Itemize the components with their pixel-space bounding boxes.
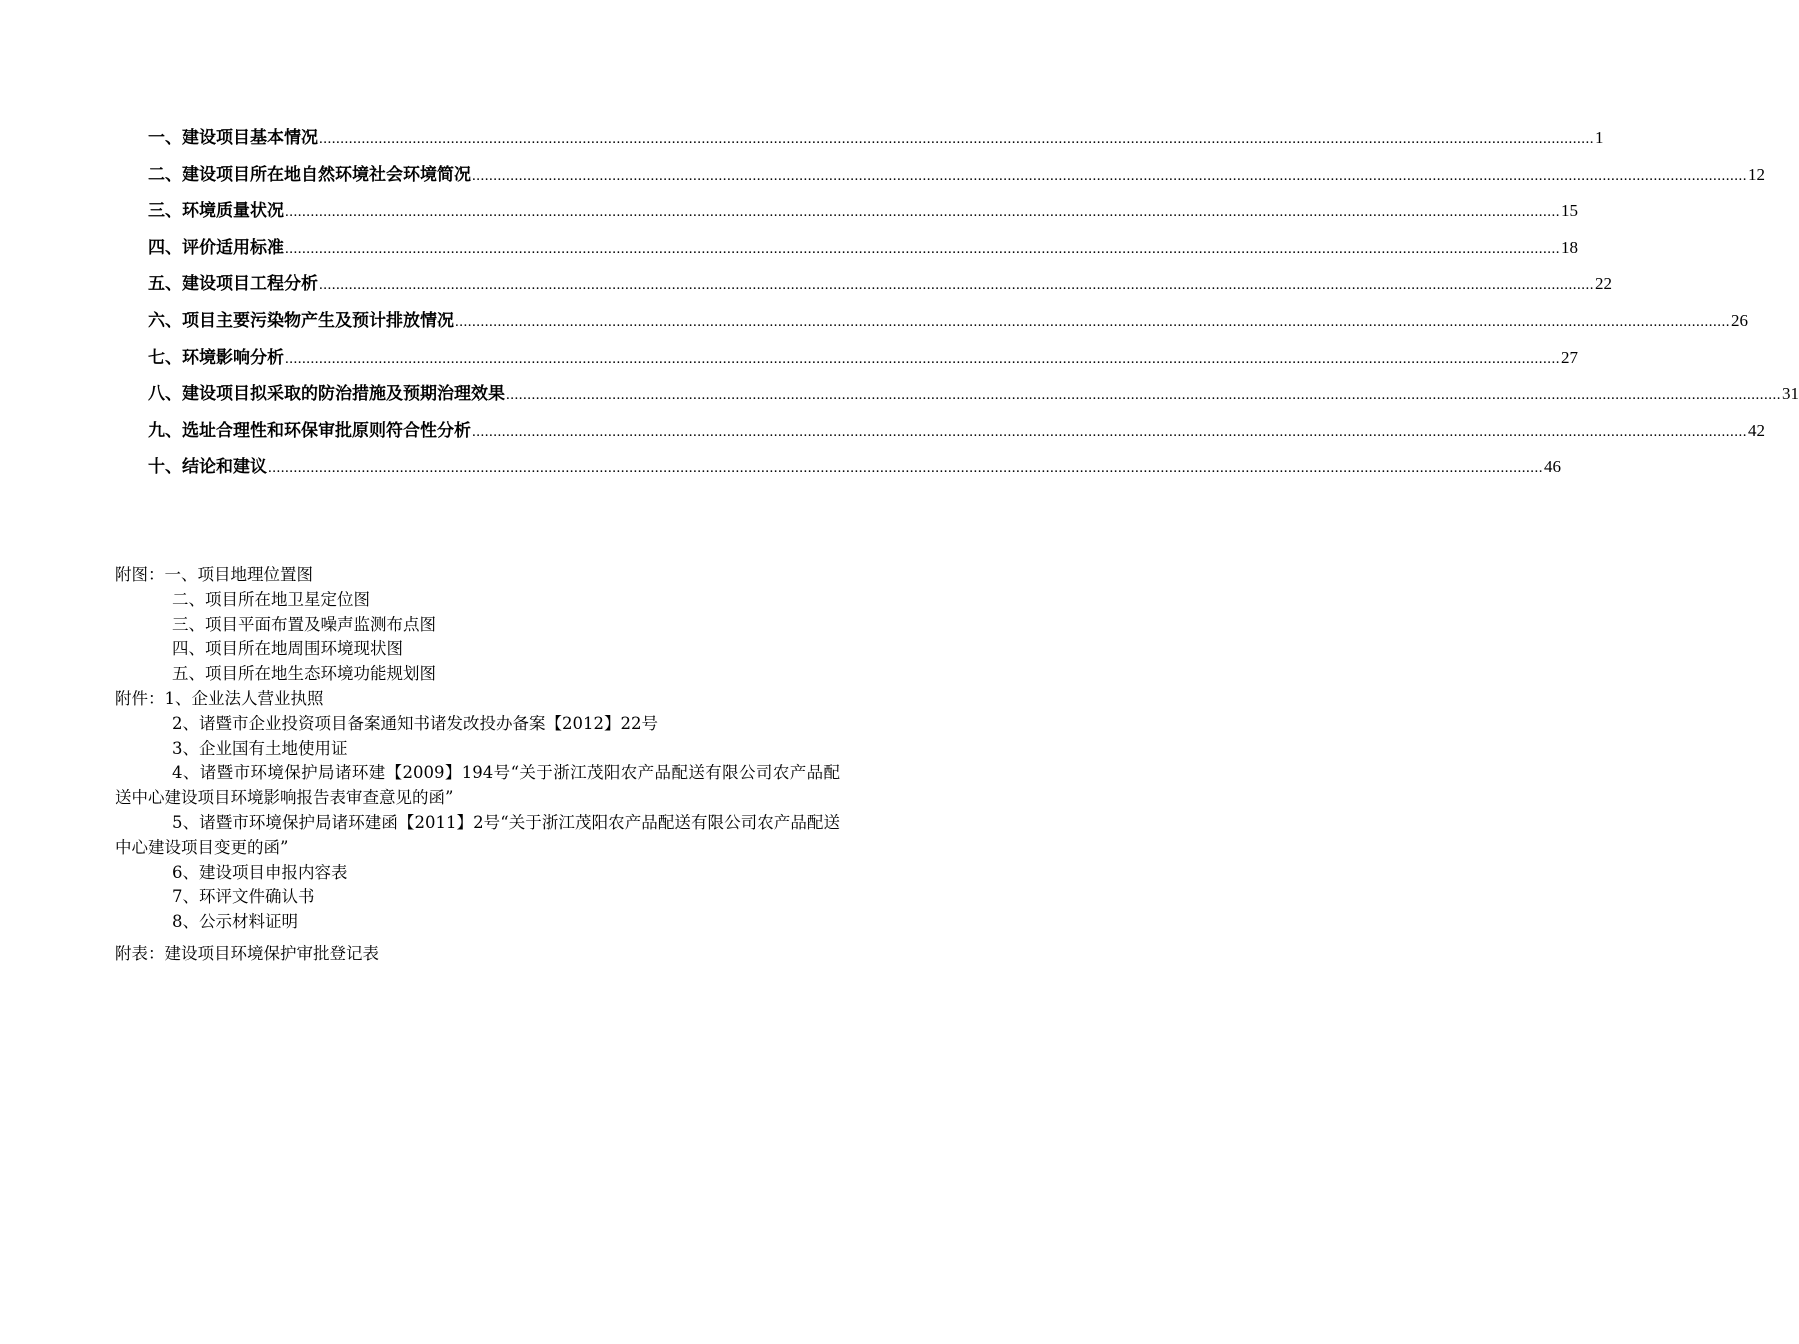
toc-entry-page: 27 xyxy=(1561,347,1578,367)
toc-entry-page: 31 xyxy=(1782,384,1799,404)
toc-entry-page: 42 xyxy=(1748,420,1765,440)
toc-entry[interactable] xyxy=(148,120,1604,157)
attachments-heading: 附件： xyxy=(115,688,165,708)
toc-dot-leader: ............................................................................................................................................................................................................................................................................................................ xyxy=(506,387,1781,404)
toc-entry[interactable] xyxy=(148,340,1578,377)
figure-item: 二、项目所在地卫星定位图 xyxy=(172,589,370,609)
attachment-item: 8、公示材料证明 xyxy=(172,912,298,932)
figure-item: 四、项目所在地周围环境现状图 xyxy=(172,639,403,659)
toc-entry-page: 15 xyxy=(1561,201,1578,221)
toc-entry-title: 五、建设项目工程分析 xyxy=(148,274,318,295)
toc-dot-leader: ............................................................................................................................................................................................................................................................................................................ xyxy=(285,204,1560,221)
attachment-item: 1、企业法人营业执照 xyxy=(164,688,324,708)
attachment-item: 3、企业国有土地使用证 xyxy=(172,738,348,758)
appendix-list xyxy=(115,563,840,967)
attachment-item: 4、诸暨市环境保护局诸环建【2009】194号“关于浙江茂阳农产品配送有限公司农产品配送中心建设项目环境影响报告表审查意见的函” xyxy=(115,763,840,808)
toc-dot-leader: ............................................................................................................................................................................................................................................................................................................ xyxy=(319,131,1594,147)
toc-entry[interactable] xyxy=(148,449,1561,486)
table-of-contents xyxy=(148,120,1799,486)
toc-entry-title: 二、建设项目所在地自然环境社会环境简况 xyxy=(148,164,471,185)
toc-entry-title: 八、建设项目拟采取的防治措施及预期治理效果 xyxy=(148,384,505,405)
toc-entry-title: 七、环境影响分析 xyxy=(148,347,284,368)
toc-entry[interactable] xyxy=(148,303,1748,340)
toc-entry[interactable] xyxy=(148,413,1765,450)
toc-entry-title: 九、选址合理性和环保审批原则符合性分析 xyxy=(148,420,471,441)
attachment-item: 5、诸暨市环境保护局诸环建函【2011】2号“关于浙江茂阳农产品配送有限公司农产品配送中心建设项目变更的函” xyxy=(115,812,840,857)
toc-entry[interactable] xyxy=(148,266,1612,303)
toc-dot-leader: ............................................................................................................................................................................................................................................................................................................ xyxy=(455,313,1730,330)
figure-item: 三、项目平面布置及噪声监测布点图 xyxy=(172,614,436,634)
attachment-item: 7、环评文件确认书 xyxy=(172,887,315,907)
toc-entry-title: 四、评价适用标准 xyxy=(148,237,284,258)
figures-first-line xyxy=(115,563,840,588)
toc-entry[interactable] xyxy=(148,193,1578,230)
toc-entry-title: 三、环境质量状况 xyxy=(148,201,284,222)
toc-entry-page: 26 xyxy=(1731,310,1748,330)
toc-dot-leader: ............................................................................................................................................................................................................................................................................................................ xyxy=(472,423,1747,440)
toc-entry-page: 18 xyxy=(1561,237,1578,257)
tables-line xyxy=(115,942,840,967)
toc-entry-page: 22 xyxy=(1595,274,1612,294)
table-item: 建设项目环境保护审批登记表 xyxy=(164,943,379,963)
toc-dot-leader: ............................................................................................................................................................................................................................................................................................................ xyxy=(319,277,1594,294)
tables-heading: 附表： xyxy=(115,943,165,963)
attachments-first-line xyxy=(115,687,840,712)
toc-entry-title: 一、建设项目基本情况 xyxy=(148,128,318,148)
attachment-item: 2、诸暨市企业投资项目备案通知书诸发改投办备案【2012】22号 xyxy=(172,713,658,733)
toc-entry-title: 十、结论和建议 xyxy=(148,457,267,478)
toc-dot-leader: ............................................................................................................................................................................................................................................................................................................ xyxy=(285,350,1560,367)
toc-dot-leader: ............................................................................................................................................................................................................................................................................................................ xyxy=(285,240,1560,257)
figures-heading: 附图： xyxy=(115,565,165,584)
toc-dot-leader: ............................................................................................................................................................................................................................................................................................................ xyxy=(268,460,1543,477)
toc-entry-page: 1 xyxy=(1595,128,1604,147)
toc-entry-title: 六、项目主要污染物产生及预计排放情况 xyxy=(148,310,454,331)
toc-entry[interactable] xyxy=(148,376,1799,413)
figure-item: 一、项目地理位置图 xyxy=(164,565,313,584)
toc-entry[interactable] xyxy=(148,157,1765,194)
figure-item: 五、项目所在地生态环境功能规划图 xyxy=(172,664,436,684)
toc-entry-page: 12 xyxy=(1748,164,1765,184)
toc-dot-leader: ............................................................................................................................................................................................................................................................................................................ xyxy=(472,167,1747,184)
spacer xyxy=(115,935,840,942)
toc-entry[interactable] xyxy=(148,230,1578,267)
toc-entry-page: 46 xyxy=(1544,457,1561,477)
attachment-item: 6、建设项目申报内容表 xyxy=(172,862,348,882)
